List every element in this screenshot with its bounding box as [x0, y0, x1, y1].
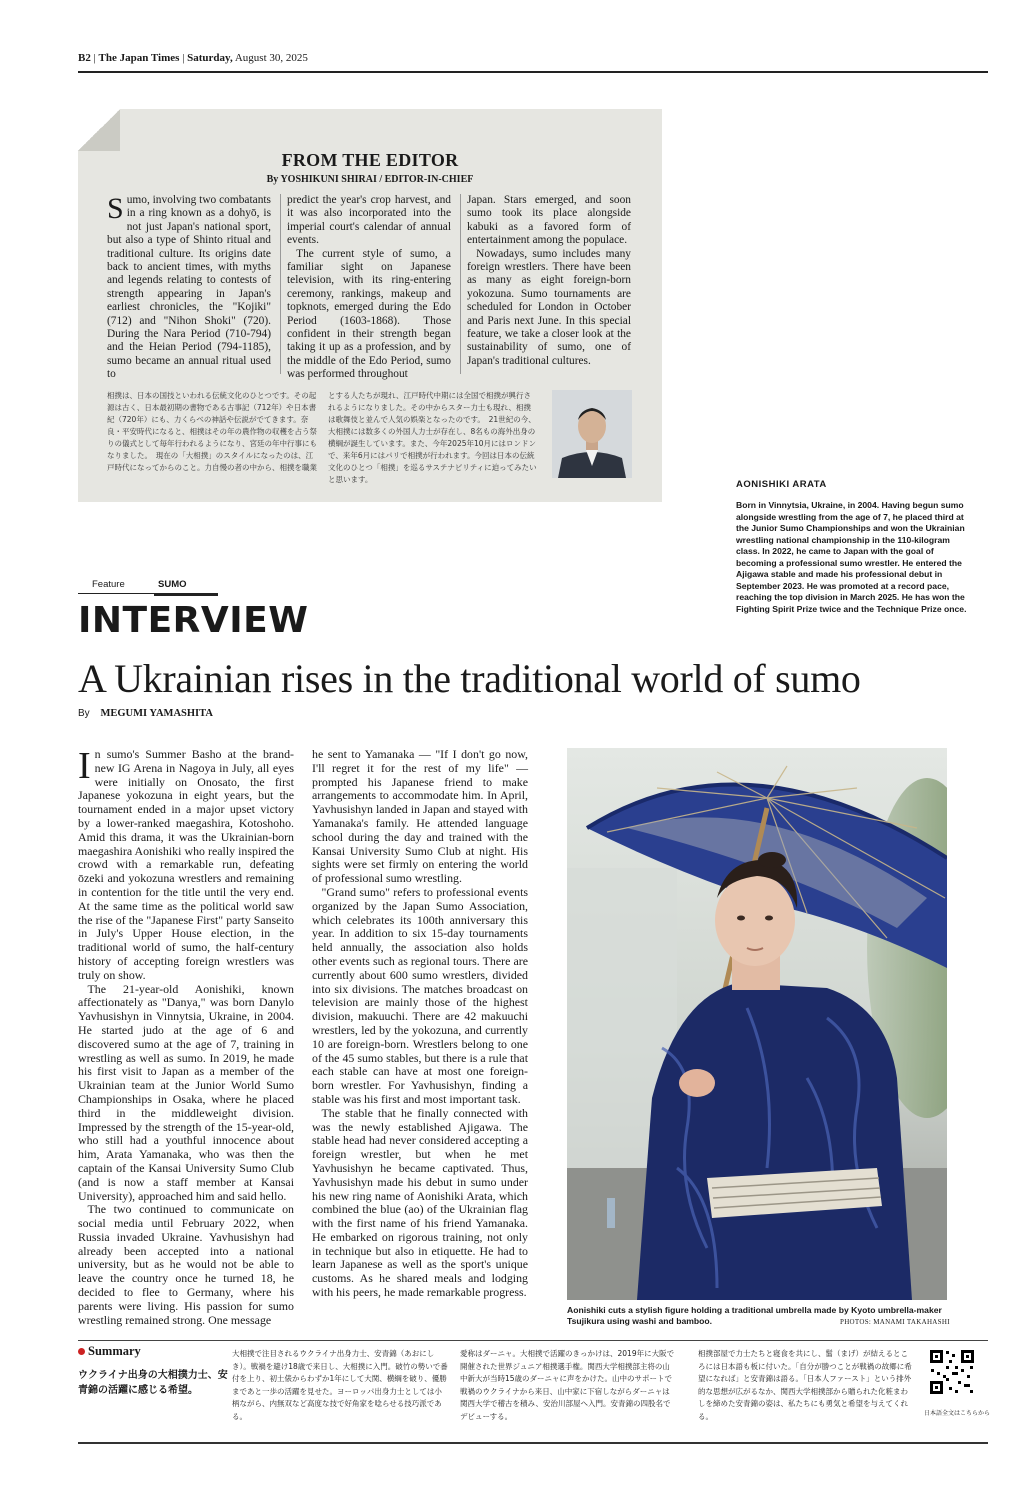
editor-separator: [280, 194, 281, 374]
page-fold-corner: [78, 109, 120, 151]
editor-byline: By YOSHIKUNI SHIRAI / EDITOR-IN-CHIEF: [266, 174, 474, 185]
summary-title: Summary: [88, 1344, 141, 1358]
photo-credit: PHOTOS: MANAMI TAKAHASHI: [840, 1318, 950, 1326]
headline: A Ukrainian rises in the traditional world of sumo: [78, 656, 861, 701]
editor-column-2: [287, 194, 451, 382]
page-folio: B2 | The Japan Times | Saturday, August 30, 2025: [78, 52, 308, 64]
photo-caption: Aonishiki cuts a stylish figure holding a traditional umbrella made by Kyoto umbrella-maker Tsujikura using washi and bamboo.: [567, 1305, 942, 1326]
editor-col2-para-2: The current style of sumo, a familiar sight on Japanese television, with its ring-entering ceremony, rankings, makeup and topknots, emerged during the Edo Period (1603-1868). Those confident in their strength began taking it up as a profession, and by the middle of the Edo Period, sumo was performed throughout: [287, 247, 451, 381]
wrestler-umbrella-illustration: [567, 748, 947, 1300]
summary-bullet-icon: [78, 1348, 85, 1355]
qr-label: 日本語全文はこちらから: [924, 1410, 991, 1417]
byline-author: MEGUMI YAMASHITA: [100, 708, 213, 719]
editor-column-3: [467, 194, 631, 368]
article-para-6: The stable that he finally connected with was the newly established Ajigawa. The stable head had never considered accepting a foreign wrestler, but when he met Yavhusishyn he became captivated. Thus, Yavhusishyn made his debut in sumo under his new ring name of Aonishiki Arata, which combined the blue (ao) of the Ukrainian flag with the first name of his friend Yamanaka. He embarked on rigorous training, not only in technique but also in etiquette. He had to learn Japanese as well as the sport's unique customs. As he shared meals and lodging with his peers, he made remarkable progress.: [312, 1105, 528, 1300]
page-number: B2: [78, 52, 91, 64]
qr-code-icon[interactable]: [928, 1348, 976, 1396]
article-para-1-text: n sumo's Summer Basho at the brand-new IG Arena in Nagoya in July, all eyes were initially on Onosato, the first Japanese yokozuna in eight years, but the tournament ended in a major upset victory by a lower-ranked maegashira, Kotoshoho. Amid this drama, it was the Ukrainian-born maegashira Aonishiki who really inspired the crowd with a remarkable run, defeating ōzeki and yokozuna wrestlers and remaining in contention for the title until the very end. At the same time as the political world saw the rise of the "Japanese First" party Sanseito in July's Upper House election, in the traditional world of sumo, the half-century history of accepting foreign wrestlers was truly on show.: [78, 747, 294, 982]
editor-japanese-1: 相撲は、日本の国技といわれる伝統文化のひとつです。その起源は古く、日本最初期の書物である古事記（712年）や日本書紀（720年）にも、力くらべの神話や伝説がでてきます。奈良・平安時代になると、相撲はその年の農作物の収穫を占う祭りの儀式として毎年行われるようになり、宮廷の年中行事にもなりました。 現在の「大相撲」のスタイルになったのは、江戸時代になってからのこと。力自慢の者の中から、相撲を職業: [107, 391, 317, 472]
bio-name: AONISHIKI ARATA: [736, 479, 827, 490]
section-label: SUMO: [158, 579, 187, 590]
article-para-3: The two continued to communicate on social media until February 2022, when Russia invaded Ukraine. Yavhusishyn had already been accepted into a national university, but as he would not be able to leave the country once he turned 18, he decided to flee to Germany, where his parents were living. His passion for sumo wrestling remained strong. One message: [78, 1202, 294, 1327]
summary-japanese-2: 愛称はダーニャ。大相撲で活躍のきっかけは、2019年に大阪で開催された世界ジュニア相撲選手権。関西大学相撲部主将の山中新大が当時15歳のダーニャに声をかけた。山中のサポートで戦禍のウクライナから来日、山中家に下宿しながらダーニャは関西大学で稽古を積み、安治川部屋へ入門。安青錦の四股名でデビューする。: [460, 1349, 675, 1421]
byline: [78, 708, 213, 719]
editor-col3-para-2: Nowadays, sumo includes many foreign wrestlers. There have been as many as eight foreign-born yokozuna. Sumo tournaments are scheduled for London in October and Paris next June. In this special feature, we take a closer look at the sustainability of sumo, one of Japan's traditional cultures.: [467, 247, 631, 367]
editor-portrait: [552, 390, 632, 478]
editor-col2-para-1: predict the year's crop harvest, and it was also incorporated into the imperial court's calendar of annual events.: [287, 194, 451, 247]
editor-title: FROM THE EDITOR: [281, 150, 459, 170]
paper-name: The Japan Times: [98, 52, 180, 64]
byline-by: By: [78, 708, 90, 719]
feature-label: Feature: [92, 579, 125, 590]
summary-lead: ウクライナ出身の大相撲力士、安青錦の活躍に感じる希望。: [78, 1370, 228, 1396]
folio-date: August 30, 2025: [234, 52, 308, 64]
section-rule: [154, 593, 218, 596]
article-para-4: he sent to Yamanaka — "If I don't go now, I'll regret it for the rest of my life" — prompted his Japanese friend to make arrangements to accommodate him. In April, Yavhusishyn landed in Japan and stayed with Yamanaka's family. He attended language school during the day and trained with the Kansai University Sumo Club at night. His sights were set firmly on entering the world of professional sumo wrestling.: [312, 747, 528, 886]
article-para-1: [78, 745, 294, 983]
article-para-5: "Grand sumo" refers to professional events organized by the Japan Sumo Association, which celebrates its 100th anniversary this year. In addition to six 15-day tournaments held annually, the association also holds other events such as regional tours. There are currently about 600 sumo wrestlers, divided into six divisions. The matches broadcast on television are mainly those of the highest division, makuuchi. There are 42 makuuchi wrestlers, led by the yokozuna, and currently 10 are foreign-born. Wrestlers belong to one of the 45 sumo stables, but there is a rule that each stable can have at most one foreign-born wrestler. For Yavhusishyn, finding a stable was his first and most important task.: [312, 884, 528, 1106]
summary-rule: [78, 1340, 988, 1341]
bio-text: Born in Vinnytsia, Ukraine, in 2004. Having begun sumo alongside wrestling from the age of 7, he placed third at the Junior Sumo Championships and won the Ukrainian wrestling national championship in the 110-kilogram class. In 2022, he came to Japan with the goal of becoming a professional sumo wrestler. He entered the Ajigawa stable and made his professional debut in September 2023. He was promoted at a record pace, reaching the top division in March 2025. He has won the Fighting Spirit Prize twice and the Technique Prize once.: [736, 500, 967, 614]
editor-japanese-2: とする人たちが現れ、江戸時代中期には全国で相撲が興行されるようになりました。その中からスター力士も現れ、相撲は歌舞伎と並んで人気の娯楽となったのです。 21世紀の今、大相撲には数多くの外国人力士が存在し、8名もの海外出身の横綱が誕生しています。また、今年2025年10月にはロンドンで、来年6月にはパリで相撲が行われます。今回は日本の伝統文化のひとつ「相撲」を巡るサステナビリティに迫ってみたいと思います。: [328, 391, 537, 484]
qr-code-graphic: [928, 1348, 976, 1396]
folio-day: Saturday,: [187, 52, 233, 64]
summary-japanese-1: 大相撲で注目されるウクライナ出身力士、安青錦（あおにしき）。戦禍を避け18歳で来日し、大相撲に入門。破竹の勢いで番付を上り、初土俵からわずか1年にして大関、横綱を破り、優勝まであと一歩の活躍を見せた。ヨーロッパ出身力士としては小柄ながら、内無双など高度な技で好角家を唸らせる技巧派である。: [232, 1349, 448, 1421]
article-dropcap: I: [78, 745, 91, 787]
editor-separator: [460, 194, 461, 374]
top-rule: [78, 71, 988, 73]
article-para-2: The 21-year-old Aonishiki, known affectionately as "Danya," was born Danylo Yavhusishyn in Vinnytsia, Ukraine, in 2004. He started judo at the age of 6 and discovered sumo at the age of 7, training in wrestling as well as sumo. In 2019, he made his first visit to Japan as a member of the Ukrainian team at the Junior World Sumo Championships in Osaka, where he placed third in the middleweight division. Impressed by the strength of the 15-year-old, who still had a youthful innocence about him, Arata Yamanaka, who was then the captain of the Kansai University Sumo Club (and is now a staff member at Kansai University), approached him and said hello.: [78, 981, 294, 1203]
editor-col3-para-1: Japan. Stars emerged, and soon sumo took its place alongside kabuki as a favored form of entertainment among the populace.: [467, 194, 631, 247]
kicker-interview: INTERVIEW: [78, 600, 309, 641]
editor-column-1: [107, 194, 271, 382]
article-column-1: [78, 745, 294, 1327]
bottom-rule: [78, 1442, 988, 1444]
editor-dropcap: S: [107, 192, 124, 225]
article-column-2: [312, 748, 528, 1300]
main-photo: [567, 748, 947, 1300]
editor-col1-text: umo, involving two combatants in a ring known as a dohyō, is not just Japan's national sport, but also a type of Shinto ritual and traditional culture. Its origins date back to ancient times, with myths and legends relating to contests of strength appearing in Japan's earliest chronicles, the "Kojiki" (712) and "Nihon Shoki" (720). During the Nara Period (710-794) and the Heian Period (794-1185), sumo became an annual ritual used to: [107, 194, 271, 381]
editor-portrait-illustration: [552, 390, 632, 478]
summary-japanese-3: 相撲部屋で力士たちと寝食を共にし、髷（まげ）が結えるところには日本語も板に付いた。「自分が勝つことが戦禍の故郷に希望になれば」と安青錦は語る。「日本人ファースト」という排外的な思想が広がるなか、関西大学相撲部から贈られた化粧まわしを締めた安青錦の姿は、私たちにも勇気と希望を与えてくれる。: [698, 1349, 912, 1421]
